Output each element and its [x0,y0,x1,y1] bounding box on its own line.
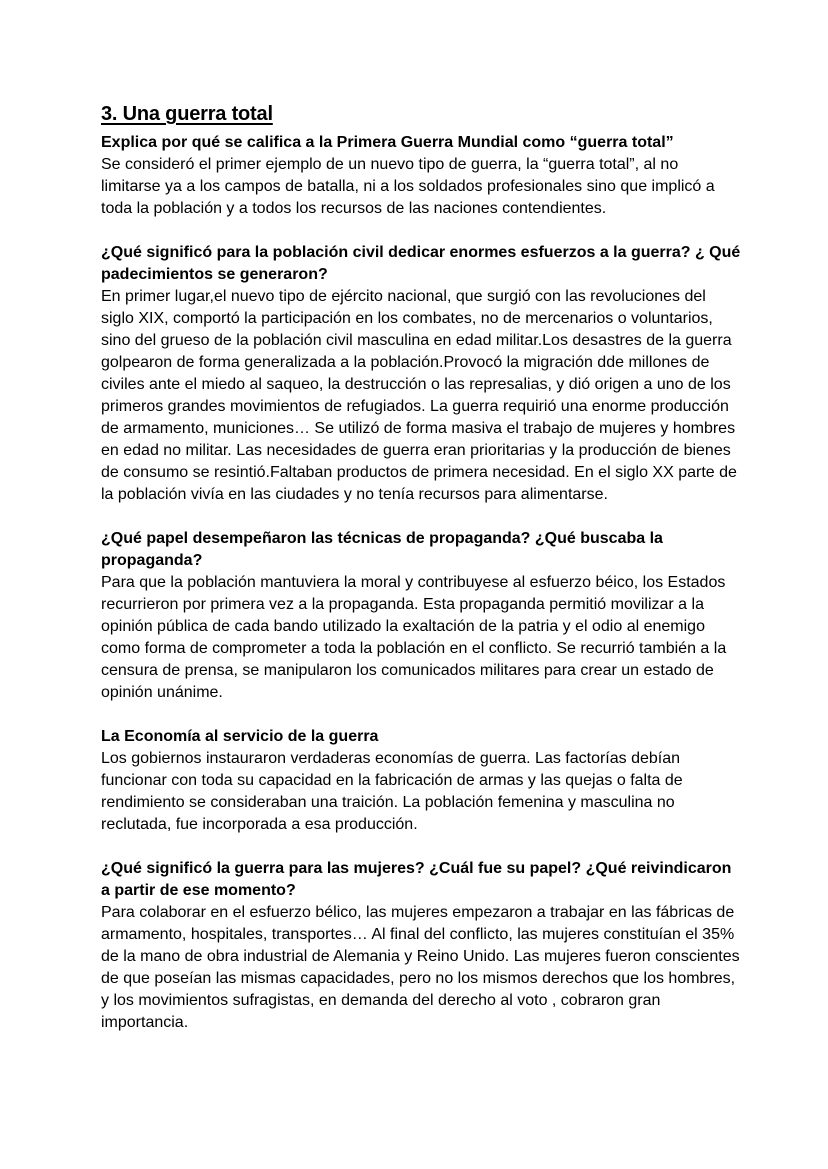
question-heading: ¿Qué significó para la población civil dedicar enormes esfuerzos a la guerra? ¿ Qué padecimientos se generaron? [101,244,741,283]
answer-paragraph: Para que la población mantuviera la moral y contribuyese al esfuerzo béico, los Estados recurrieron por primera vez a la propaganda. Esta propaganda permitió movilizar a la opinión pública de cada bando utilizado la exaltación de la patria y el odio al enemigo como forma de comprometer a toda la población en el conflicto. Se recurrió también a la censura de prensa, se manipularon los comunicados militares para crear un estado de opinión unánime. [101,574,727,701]
spacer [101,836,741,858]
spacer [101,220,741,242]
question-heading: Explica por qué se califica a la Primera Guerra Mundial como “guerra total” [101,134,674,151]
section-poblacion-civil [101,242,741,506]
document-page [101,102,741,1034]
answer-paragraph: Para colaborar en el esfuerzo bélico, las mujeres empezaron a trabajar en las fábricas de armamento, hospitales, transportes… Al final del conflicto, las mujeres constituían el 35% de la mano de obra industrial de Alemania y Reino Unido. Las mujeres fueron conscientes de que poseían las mismas capacidades, pero no los mismos derechos que los hombres, y los movimientos sufragistas, en demanda del derecho al voto , cobraron gran importancia. [101,904,740,1031]
spacer [101,704,741,726]
answer-paragraph: Los gobiernos instauraron verdaderas economías de guerra. Las factorías debían funcionar con toda su capacidad en la fabricación de armas y las quejas o falta de rendimiento se consideraban una traición. La población femenina y masculina no reclutada, fue incorporada a esa producción. [101,750,683,833]
section-mujeres [101,858,741,1034]
question-heading: La Economía al servicio de la guerra [101,728,379,745]
page-title: 3. Una guerra total [101,103,273,125]
section-economia [101,726,741,836]
answer-paragraph: En primer lugar,el nuevo tipo de ejército nacional, que surgió con las revoluciones del siglo XIX, comportó la participación en los combates, no de mercenarios o voluntarios, sino del grueso de la población civil masculina en edad militar.Los desastres de la guerra golpearon de forma generalizada a la población.Provocó la migración dde millones de civiles ante el miedo al saqueo, la destrucción o las represalias, y dió origen a uno de los primeros grandes movimientos de refugiados. La guerra requirió una enorme producción de armamento, municiones… Se utilizó de forma masiva el trabajo de mujeres y hombres en edad no militar. Las necesidades de guerra eran prioritarias y la producción de bienes de consumo se resintió.Faltaban productos de primera necesidad. En el siglo XX parte de la población vivía en las ciudades y no tenía recursos para alimentarse. [101,288,737,503]
section-propaganda [101,528,741,704]
question-heading: ¿Qué papel desempeñaron las técnicas de propaganda? ¿Qué buscaba la propaganda? [101,530,663,569]
answer-paragraph: Se consideró el primer ejemplo de un nuevo tipo de guerra, la “guerra total”, al no limitarse ya a los campos de batalla, ni a los soldados profesionales sino que implicó a toda la población y a todos los recursos de las naciones contendientes. [101,156,715,217]
question-heading: ¿Qué significó la guerra para las mujeres? ¿Cuál fue su papel? ¿Qué reivindicaron a partir de ese momento? [101,860,732,899]
spacer [101,506,741,528]
section-guerra-total [101,132,741,220]
